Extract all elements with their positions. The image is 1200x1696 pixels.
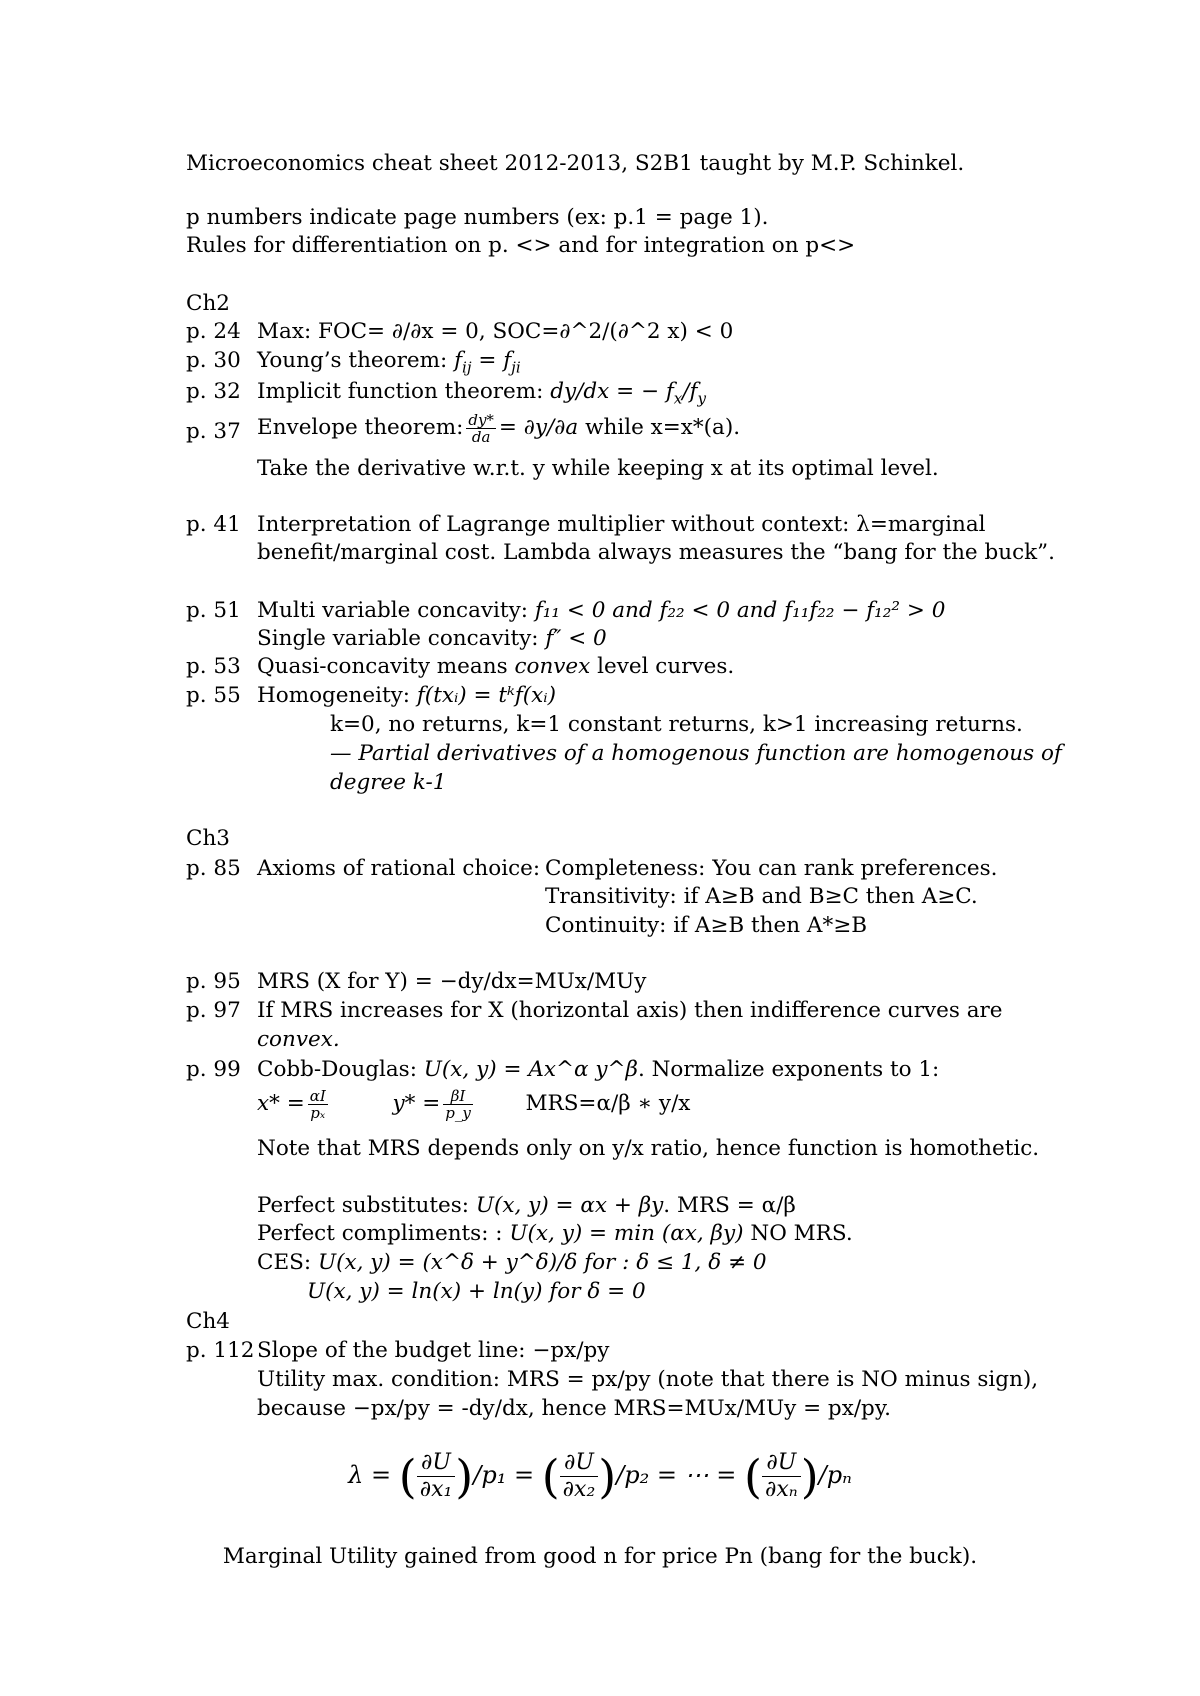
lagrange-line-2: benefit/marginal cost. Lambda always measures the “bang for the buck”. bbox=[257, 540, 1055, 565]
lambda-frac-1 bbox=[417, 1450, 456, 1503]
homog-partials-1: — Partial derivatives of a homogenous function are homogenous of bbox=[330, 741, 1062, 766]
young-rhs-sub: ji bbox=[511, 358, 521, 377]
lambda-num-3: ∂U bbox=[762, 1450, 801, 1477]
ift-sub1: x bbox=[673, 389, 683, 408]
cd-demands bbox=[257, 1084, 690, 1124]
envelope-tail: while x=x*(a). bbox=[585, 415, 741, 440]
cd-ystar: y* = bbox=[392, 1091, 441, 1116]
page-ref-97: p. 97 bbox=[186, 998, 241, 1023]
mvc-label: Multi variable concavity: bbox=[257, 598, 528, 623]
multi-var-concavity bbox=[257, 597, 945, 625]
ces bbox=[257, 1249, 767, 1277]
youngs-label: Young’s theorem: bbox=[257, 348, 448, 373]
comp-formula: U(x, y) = min (αx, βy) bbox=[509, 1221, 744, 1246]
cd-y-fraction bbox=[443, 1088, 473, 1121]
lambda-p1: /p₁ = bbox=[473, 1461, 535, 1489]
page-ref-99: p. 99 bbox=[186, 1057, 241, 1082]
young-lhs-sub: ij bbox=[462, 358, 472, 377]
page-ref-85: p. 85 bbox=[186, 856, 241, 881]
page-ref-95: p. 95 bbox=[186, 969, 241, 994]
lambda-den-3: ∂xₙ bbox=[765, 1477, 798, 1502]
envelope-theorem bbox=[257, 408, 740, 448]
perfect-substitutes bbox=[257, 1192, 796, 1220]
comp-label: Perfect compliments: : bbox=[257, 1221, 503, 1246]
intro-line-1: p numbers indicate page numbers (ex: p.1 = page 1). bbox=[186, 205, 769, 230]
cobb-douglas bbox=[257, 1056, 939, 1084]
ift-label: Implicit function theorem: bbox=[257, 379, 544, 404]
cd-x-den: pₓ bbox=[310, 1103, 326, 1122]
qc-text-a: Quasi-concavity means bbox=[257, 654, 508, 679]
qc-text-em: convex bbox=[514, 654, 591, 679]
cd-y-den: p_y bbox=[445, 1103, 471, 1122]
ces-log-case: U(x, y) = ln(x) + ln(y) for δ = 0 bbox=[307, 1279, 646, 1304]
envelope-label: Envelope theorem: bbox=[257, 415, 464, 440]
svc-formula: f″ < 0 bbox=[545, 626, 607, 651]
lagrange-line-1: Interpretation of Lagrange multiplier without context: λ=marginal bbox=[257, 512, 986, 537]
homog-formula: f(txᵢ) = tᵏf(xᵢ) bbox=[416, 683, 557, 708]
qc-text-b: level curves. bbox=[597, 654, 735, 679]
budget-line-slope: Slope of the budget line: −px/py bbox=[257, 1338, 610, 1363]
page-ref-41: p. 41 bbox=[186, 512, 241, 537]
envelope-note: Take the derivative w.r.t. y while keeping x at its optimal level. bbox=[257, 456, 939, 481]
page-ref-51: p. 51 bbox=[186, 598, 241, 623]
lambda-frac-2 bbox=[560, 1450, 599, 1503]
axiom-completeness: Completeness: You can rank preferences. bbox=[545, 856, 998, 881]
cd-xstar: x* = bbox=[257, 1091, 305, 1116]
subs-tail: . MRS = α/β bbox=[663, 1193, 796, 1218]
lambda-p3: /pₙ bbox=[818, 1461, 852, 1489]
lambda-den-2: ∂x₂ bbox=[562, 1477, 596, 1502]
intro-line-2: Rules for differentiation on p. <> and for integration on p<> bbox=[186, 233, 856, 258]
svc-label: Single variable concavity: bbox=[257, 626, 539, 651]
lambda-num-1: ∂U bbox=[417, 1450, 456, 1477]
page-ref-30: p. 30 bbox=[186, 348, 241, 373]
cd-formula: U(x, y) = Ax^α y^β bbox=[423, 1057, 638, 1082]
utility-max-because: because −px/py = -dy/dx, hence MRS=MUx/MUy = px/py. bbox=[257, 1396, 891, 1421]
quasi-concavity bbox=[257, 653, 734, 681]
cd-label: Cobb-Douglas: bbox=[257, 1057, 417, 1082]
page-ref-53: p. 53 bbox=[186, 654, 241, 679]
utility-max-condition: Utility max. condition: MRS = px/py (note that there is NO minus sign), bbox=[257, 1367, 1039, 1392]
page-ref-37: p. 37 bbox=[186, 419, 241, 444]
mrs-convex-line-1: If MRS increases for X (horizontal axis) then indifference curves are bbox=[257, 998, 1003, 1023]
cd-y-num: βI bbox=[443, 1088, 473, 1105]
lambda-den-1: ∂x₁ bbox=[419, 1477, 453, 1502]
cd-mrs: MRS=α/β ∗ y/x bbox=[525, 1091, 691, 1116]
envelope-frac-den: da bbox=[471, 427, 491, 446]
page-ref-55: p. 55 bbox=[186, 683, 241, 708]
ift-slash: /f bbox=[682, 379, 698, 404]
ift-formula: dy/dx = − f bbox=[550, 379, 674, 404]
page-ref-24: p. 24 bbox=[186, 319, 241, 344]
lambda-frac-3 bbox=[762, 1450, 801, 1503]
ift-sub2: y bbox=[697, 389, 707, 408]
implicit-function-theorem bbox=[257, 378, 706, 406]
cd-tail: . Normalize exponents to 1: bbox=[637, 1057, 940, 1082]
homog-partials-2: degree k-1 bbox=[330, 770, 447, 795]
homog-label: Homogeneity: bbox=[257, 683, 410, 708]
youngs-theorem: Young’s theorem: $f_{ij} = f_{ji}$ bbox=[257, 348, 521, 377]
cd-x-num: αI bbox=[309, 1086, 326, 1105]
lambda-equation: λ = ( $\frac{\partial U}{\text{∂x₁}}$ )/p₁ = ( $\frac{\partial U}{\text{∂x₂}}$ )/p₂ = ⋯ = ( $\frac{\partial U}{\text{∂xₙ}}$ )/pₙ bbox=[348, 1449, 852, 1504]
cd-x-fraction bbox=[308, 1088, 328, 1121]
chapter-heading-ch2: Ch2 bbox=[186, 291, 230, 316]
mrs-convex-line-2: convex. bbox=[257, 1027, 340, 1052]
envelope-fraction bbox=[466, 412, 496, 445]
subs-label: Perfect substitutes: bbox=[257, 1193, 470, 1218]
ces-formula: U(x, y) = (x^δ + y^δ)/δ for : δ ≤ 1, δ ≠ 0 bbox=[317, 1250, 767, 1275]
envelope-frac-num: dy* bbox=[468, 410, 494, 429]
homogeneity bbox=[257, 682, 556, 710]
page-title: Microeconomics cheat sheet 2012-2013, S2B1 taught by M.P. Schinkel. bbox=[186, 151, 965, 176]
lambda-num-2: ∂U bbox=[560, 1450, 599, 1477]
axioms-label: Axioms of rational choice: bbox=[257, 856, 541, 881]
ces-label: CES: bbox=[257, 1250, 312, 1275]
young-rhs: f bbox=[503, 348, 512, 373]
chapter-heading-ch4: Ch4 bbox=[186, 1309, 230, 1334]
cd-homothetic-note: Note that MRS depends only on y/x ratio, hence function is homothetic. bbox=[257, 1136, 1040, 1161]
chapter-heading-ch3: Ch3 bbox=[186, 826, 230, 851]
homog-returns: k=0, no returns, k=1 constant returns, k>1 increasing returns. bbox=[330, 712, 1023, 737]
axiom-continuity: Continuity: if A≥B then A*≥B bbox=[545, 913, 868, 938]
mvc-formula: f₁₁ < 0 and f₂₂ < 0 and f₁₁f₂₂ − f₁₂² > 0 bbox=[534, 598, 946, 623]
subs-formula: U(x, y) = αx + βy bbox=[475, 1193, 664, 1218]
perfect-compliments bbox=[257, 1220, 853, 1248]
comp-tail: NO MRS. bbox=[750, 1221, 853, 1246]
max-foc-soc: Max: FOC= ∂/∂x = 0, SOC=∂^2/(∂^2 x) < 0 bbox=[257, 319, 734, 344]
envelope-rest: = ∂y/∂a bbox=[498, 415, 579, 440]
lambda-p2: /p₂ = ⋯ = bbox=[616, 1461, 737, 1489]
closing-note: Marginal Utility gained from good n for price Pn (bang for the buck). bbox=[222, 1544, 978, 1569]
lambda-lhs: λ = bbox=[348, 1461, 392, 1489]
single-var-concavity bbox=[257, 625, 607, 653]
page-ref-32: p. 32 bbox=[186, 379, 241, 404]
page-ref-112: p. 112 bbox=[186, 1338, 255, 1363]
axiom-transitivity: Transitivity: if A≥B and B≥C then A≥C. bbox=[545, 884, 978, 909]
mrs-definition: MRS (X for Y) = −dy/dx=MUx/MUy bbox=[257, 969, 647, 994]
young-lhs: f bbox=[454, 348, 463, 373]
